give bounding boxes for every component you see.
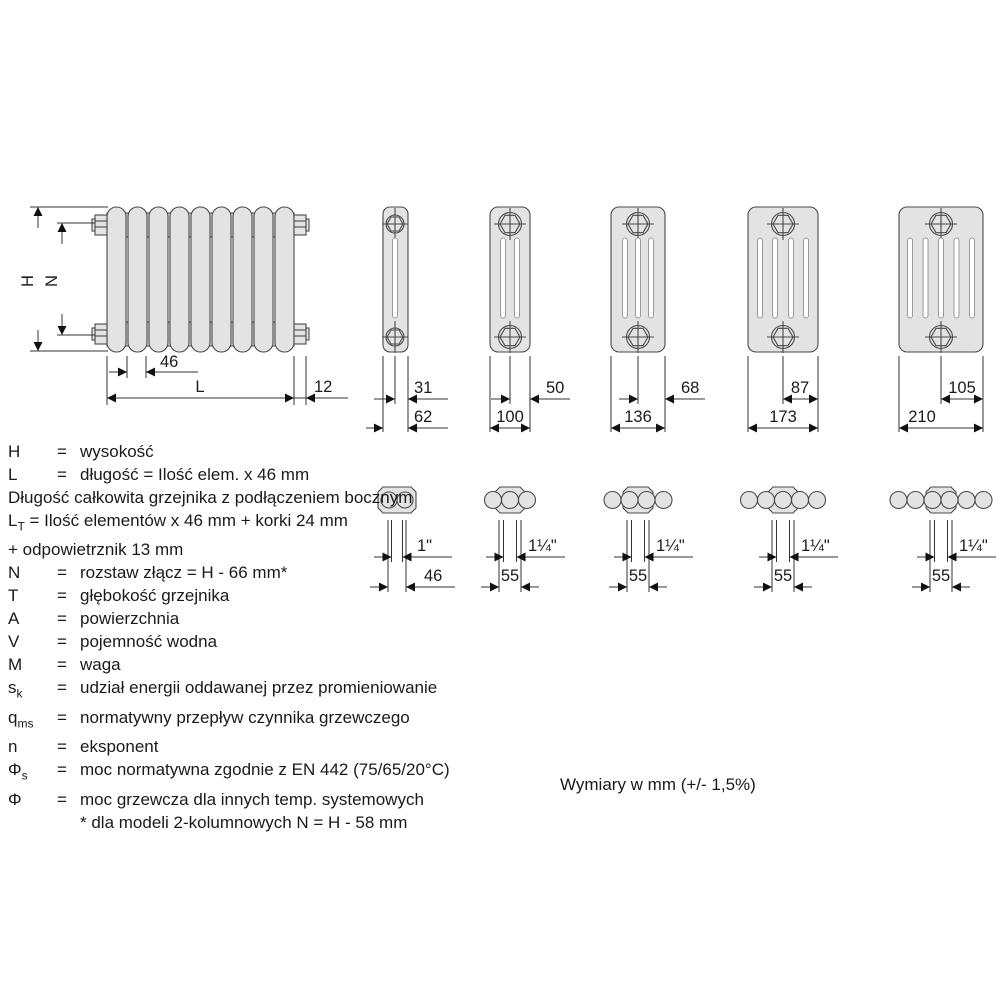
legend-row-N <box>8 561 488 584</box>
formula: = Ilość elementów x 46 mm + korki 24 mm <box>24 511 348 530</box>
dim-connection-5col: 1¼" <box>801 537 830 555</box>
symbol: A <box>8 609 20 629</box>
symbol: T <box>8 586 19 606</box>
description: eksponent <box>80 737 159 757</box>
dim-depth-3col: 100 <box>496 408 524 426</box>
dim-end-offset: 12 <box>314 378 333 396</box>
dim-depth-4col: 136 <box>624 408 652 426</box>
dim-width-5col: 55 <box>773 567 793 585</box>
legend-row-qms <box>8 706 488 735</box>
symbol: M <box>8 655 23 675</box>
symbol: N <box>8 563 21 583</box>
section-3col <box>490 207 570 432</box>
legend-row-total-length-title <box>8 486 488 509</box>
dim-width-4col: 55 <box>628 567 648 585</box>
dim-half-depth-3col: 50 <box>546 379 565 397</box>
legend-row-T <box>8 584 488 607</box>
legend-row-L <box>8 463 488 486</box>
dim-depth-6col: 210 <box>908 408 936 426</box>
dim-N-label: N <box>43 275 61 287</box>
dim-element-pitch: 46 <box>160 353 179 371</box>
dim-half-depth-4col: 68 <box>681 379 700 397</box>
equals-sign: = <box>57 655 67 675</box>
symbol: $q_{ms}$ <box>8 707 34 731</box>
section-4col <box>611 207 705 432</box>
symbol: $s_k$ <box>8 678 23 701</box>
symbol: H <box>8 442 21 461</box>
dim-depth-2col: 62 <box>414 408 433 426</box>
description: normatywny przepływ czynnika grzewczego <box>80 707 410 727</box>
topview-4col <box>604 487 693 592</box>
legend-row-sk <box>8 676 488 705</box>
topview-3col <box>481 487 565 592</box>
dim-connection-4col: 1¼" <box>656 537 685 555</box>
radiator-elements <box>107 207 294 352</box>
legend-row-H <box>8 440 488 463</box>
dim-length-label: L <box>195 378 205 396</box>
description: wysokość <box>80 442 154 461</box>
legend-row-footnote <box>8 811 488 834</box>
symbol-subscript: ms <box>17 716 34 731</box>
description: pojemność wodna <box>80 632 218 652</box>
length-dimensions <box>107 353 348 405</box>
dim-connection-2col: 1" <box>417 537 433 555</box>
dim-H-label: H <box>19 275 37 287</box>
symbol: n <box>8 737 18 757</box>
symbol: L <box>8 465 18 484</box>
equals-sign: = <box>57 609 67 629</box>
dim-depth-5col: 173 <box>769 408 797 426</box>
dimensions-note: Wymiary w mm (+/- 1,5%) <box>560 775 756 794</box>
equals-sign: = <box>57 465 67 484</box>
legend-row-n <box>8 735 488 758</box>
legend-row-A <box>8 607 488 630</box>
description <box>8 509 488 538</box>
equals-sign: = <box>57 737 67 757</box>
section-6col <box>899 207 983 432</box>
legend-row-V <box>8 630 488 653</box>
legend-row-phi <box>8 788 488 811</box>
dim-half-depth-5col: 87 <box>790 379 810 397</box>
description: długość = Ilość elem. x 46 mm <box>80 465 310 484</box>
section-2col <box>366 207 448 432</box>
footnote: * dla modeli 2-kolumnowych N = H - 58 mm <box>80 812 408 832</box>
symbol: V <box>8 632 20 652</box>
equals-sign: = <box>57 760 67 780</box>
legend-row-LT <box>8 509 488 538</box>
topview-6col <box>890 487 996 592</box>
dim-half-depth-2col: 31 <box>414 379 433 397</box>
equals-sign: = <box>57 586 67 606</box>
symbol-subscript: k <box>16 686 23 701</box>
front-view <box>19 207 348 405</box>
dim-width-6col: 55 <box>931 567 951 585</box>
dim-connection-6col: 1¼" <box>959 537 988 555</box>
legend-row-phi-s <box>8 758 488 787</box>
legend-row-M <box>8 653 488 676</box>
dim-half-depth-6col: 105 <box>948 379 976 397</box>
symbol: $\Phi_s$ <box>8 760 28 783</box>
description: powierzchnia <box>80 609 180 629</box>
description: + odpowietrznik 13 mm <box>8 540 184 560</box>
equals-sign: = <box>57 563 67 583</box>
description: udział energii oddawanej przez promieniowanie <box>80 678 438 698</box>
equals-sign: = <box>57 632 67 652</box>
description: moc grzewcza dla innych temp. systemowych <box>80 789 424 809</box>
symbol: L <box>8 511 18 530</box>
description: waga <box>80 655 121 675</box>
equals-sign: = <box>57 707 67 727</box>
description: moc normatywna zgodnie z EN 442 (75/65/20°C) <box>80 760 450 780</box>
dim-width-2col: 46 <box>424 567 443 585</box>
equals-sign: = <box>57 678 67 698</box>
legend <box>8 440 488 834</box>
legend-row-air-vent <box>8 538 488 561</box>
topview-5col <box>741 487 839 592</box>
symbol: Φ <box>8 789 22 809</box>
section-5col <box>748 207 818 432</box>
equals-sign: = <box>57 442 67 461</box>
description: rozstaw złącz = H - 66 mm* <box>80 563 288 583</box>
description: Długość całkowita grzejnika z podłączeniem bocznym <box>8 488 413 507</box>
dim-width-3col: 55 <box>500 567 520 585</box>
symbol-subscript: T <box>17 519 25 534</box>
equals-sign: = <box>57 789 67 809</box>
symbol-subscript: s <box>21 768 28 783</box>
description: głębokość grzejnika <box>80 586 230 606</box>
dim-connection-3col: 1¼" <box>528 537 557 555</box>
